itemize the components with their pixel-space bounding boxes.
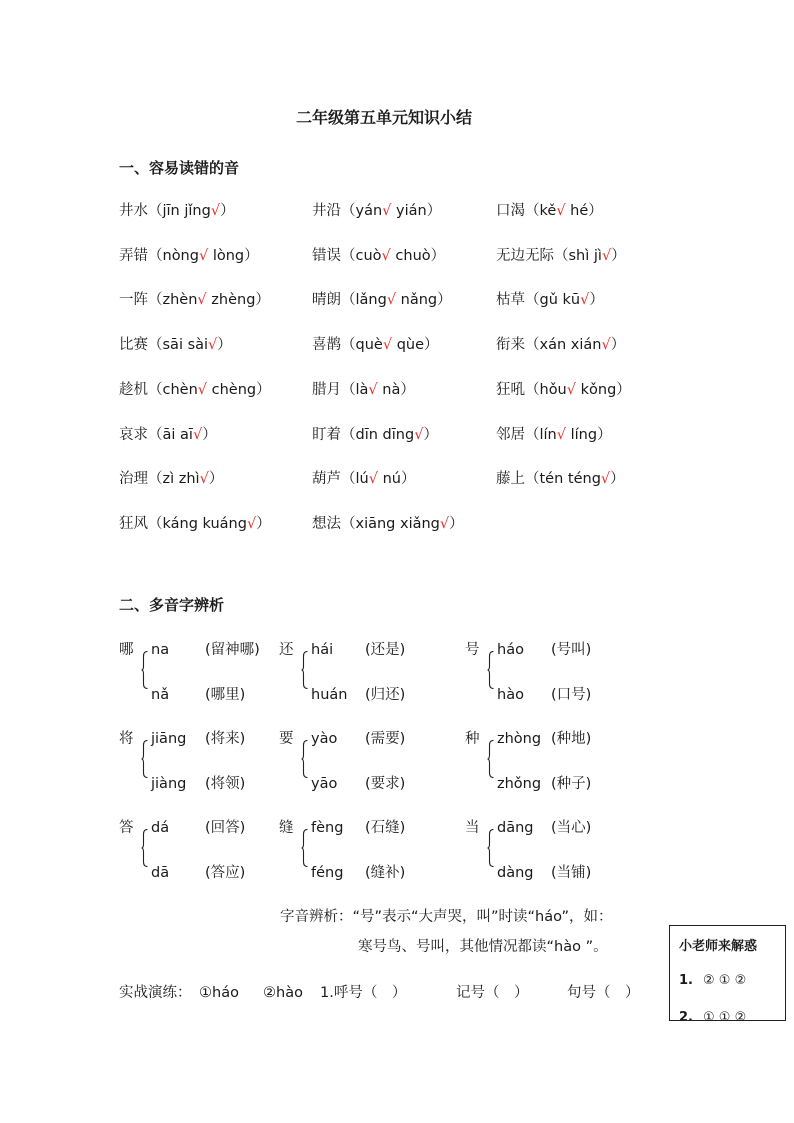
pinyin-option-b: kū xyxy=(562,292,581,309)
vocab-word: 狂风 xyxy=(119,515,148,532)
vocab-entry: 邻居（lín√ líng） xyxy=(496,426,612,443)
polyphonic-char: 当 xyxy=(465,820,480,836)
reading-pinyin-1: háo xyxy=(497,642,524,658)
pinyin-option-b: lòng xyxy=(212,247,245,264)
polyphonic-char: 哪 xyxy=(119,642,134,658)
brace-icon xyxy=(141,829,148,867)
reading-example-1: (号叫) xyxy=(551,642,592,658)
page-title: 二年级第五单元知识小结 xyxy=(296,108,473,127)
answer-line-2 xyxy=(679,1010,746,1021)
vocab-word: 弄错 xyxy=(119,247,148,264)
pinyin-option-a: tén xyxy=(539,471,564,488)
pinyin-option-a: nòng xyxy=(162,247,199,264)
polyphonic-char: 种 xyxy=(465,731,480,747)
practice-item-1: 1.呼号（ ） xyxy=(320,985,407,1001)
vocab-word: 治理 xyxy=(119,471,148,488)
pinyin-option-a: káng xyxy=(162,515,198,532)
practice-option-1: ①háo xyxy=(199,985,239,1001)
vocab-entry: 腊月（là√ nà） xyxy=(312,381,415,398)
vocab-word: 晴朗 xyxy=(312,292,341,309)
vocab-word: 口渴 xyxy=(496,203,525,219)
practice-label: 实战演练： xyxy=(119,985,192,1001)
answer-box xyxy=(669,925,786,1021)
reading-example-2: (归还) xyxy=(365,687,406,703)
reading-example-2: (要求) xyxy=(365,776,406,792)
reading-pinyin-1: dāng xyxy=(497,820,534,836)
pinyin-option-b: nà xyxy=(382,381,401,398)
vocab-entry: 一阵（zhèn√ zhèng） xyxy=(119,292,270,309)
pinyin-option-b: chèng xyxy=(211,381,257,398)
reading-pinyin-2: nǎ xyxy=(151,687,170,703)
reading-pinyin-2: yāo xyxy=(311,776,338,792)
practice-option-2: ②hào xyxy=(263,985,303,1001)
polyphonic-char: 要 xyxy=(279,731,294,747)
reading-pinyin-1: dá xyxy=(151,820,170,836)
pinyin-option-b: jǐng xyxy=(184,203,211,219)
vocab-entry: 葫芦（lú√ nú） xyxy=(312,471,416,488)
pinyin-option-b: chuò xyxy=(395,247,431,264)
brace-icon xyxy=(487,829,494,867)
vocab-word: 无边无际 xyxy=(496,247,554,264)
reading-pinyin-1: fèng xyxy=(311,820,344,836)
pinyin-option-a: sāi xyxy=(162,337,183,354)
pinyin-option-a: lín xyxy=(539,426,557,443)
vocab-entry: 喜鹊（què√ qùe） xyxy=(312,337,439,354)
check-mark: √ xyxy=(439,515,450,532)
vocab-entry: 衔来（xán xián√） xyxy=(496,337,626,354)
check-mark: √ xyxy=(197,381,208,398)
reading-example-2: (答应) xyxy=(205,865,246,881)
check-mark: √ xyxy=(382,203,392,219)
vocab-word: 枯草 xyxy=(496,292,525,309)
check-mark: √ xyxy=(246,515,257,532)
brace-icon xyxy=(301,829,308,867)
vocab-word: 想法 xyxy=(312,515,341,532)
pinyin-option-a: què xyxy=(355,337,383,354)
vocab-word: 喜鹊 xyxy=(312,337,341,354)
vocab-entry: 狂吼（hǒu√ kǒng） xyxy=(496,381,631,398)
pinyin-option-a: zhèn xyxy=(162,292,198,309)
answer-line-1-text: ② ① ② xyxy=(703,973,747,988)
pinyin-option-a: xán xyxy=(539,337,567,354)
vocab-entry: 错误（cuò√ chuò） xyxy=(312,247,446,264)
vocab-entry: 盯着（dīn dīng√） xyxy=(312,426,438,443)
pinyin-option-a: lǎng xyxy=(355,292,387,309)
reading-example-2: (哪里) xyxy=(205,687,246,703)
pinyin-option-b: xián xyxy=(570,337,602,354)
pinyin-option-a: jīn xyxy=(162,203,180,219)
answer-box-title: 小老师来解惑 xyxy=(679,939,758,954)
brace-icon xyxy=(301,651,308,689)
reading-example-1: (种地) xyxy=(551,731,592,747)
reading-pinyin-1: jiāng xyxy=(151,731,187,747)
reading-pinyin-1: zhòng xyxy=(497,731,542,747)
pinyin-option-a: shì xyxy=(568,247,590,264)
pinyin-option-b: nǎng xyxy=(400,292,438,309)
reading-example-2: (将领) xyxy=(205,776,246,792)
check-mark: √ xyxy=(580,292,590,309)
reading-example-1: (回答) xyxy=(205,820,246,836)
brace-icon xyxy=(487,651,494,689)
check-mark: √ xyxy=(210,203,221,219)
reading-example-2: (当铺) xyxy=(551,865,592,881)
pinyin-option-b: aī xyxy=(180,426,193,443)
practice-item-2: 记号（ ） xyxy=(456,985,529,1001)
check-mark: √ xyxy=(199,471,209,488)
pinyin-option-b: nú xyxy=(382,471,401,488)
check-mark: √ xyxy=(601,337,611,354)
vocab-word: 错误 xyxy=(312,247,341,264)
vocab-entry: 井沿（yán√ yián） xyxy=(312,203,442,219)
analysis-line-2: 寒号鸟、号叫，其他情况都读“hào ”。 xyxy=(358,939,608,955)
check-mark: √ xyxy=(556,426,566,443)
reading-example-1: (石缝) xyxy=(365,820,406,836)
reading-pinyin-1: yào xyxy=(311,731,338,747)
vocab-word: 比赛 xyxy=(119,337,148,354)
check-mark: √ xyxy=(368,471,378,488)
pinyin-option-a: yán xyxy=(355,203,383,219)
vocab-entry: 比赛（sāi sài√） xyxy=(119,337,232,354)
vocab-word: 藤上 xyxy=(496,471,525,488)
reading-pinyin-2: zhǒng xyxy=(497,776,542,792)
pinyin-option-b: hé xyxy=(570,203,589,219)
pinyin-option-b: kǒng xyxy=(580,381,617,398)
pinyin-option-b: zhì xyxy=(178,471,200,488)
pinyin-option-a: āi xyxy=(162,426,176,443)
polyphonic-char: 将 xyxy=(119,731,134,747)
vocab-word: 衔来 xyxy=(496,337,525,354)
polyphonic-char: 还 xyxy=(279,642,294,658)
pinyin-option-a: gǔ xyxy=(539,292,558,309)
vocab-word: 井水 xyxy=(119,203,148,219)
vocab-word: 狂吼 xyxy=(496,381,525,398)
practice-item-3: 句号（ ） xyxy=(567,985,640,1001)
pinyin-option-b: líng xyxy=(570,426,598,443)
brace-icon xyxy=(487,740,494,778)
vocab-entry: 井水（jīn jǐng√） xyxy=(119,203,235,219)
pinyin-option-a: xiāng xyxy=(355,515,396,532)
brace-icon xyxy=(141,651,148,689)
vocab-word: 一阵 xyxy=(119,292,148,309)
analysis-line-1: 字音辨析：“号”表示“大声哭，叫”时读“háo”，如： xyxy=(280,909,613,925)
check-mark: √ xyxy=(601,247,612,264)
check-mark: √ xyxy=(600,471,611,488)
reading-example-1: (留神哪) xyxy=(205,642,260,658)
pinyin-option-b: jì xyxy=(593,247,602,264)
pinyin-option-a: lú xyxy=(355,471,369,488)
vocab-entry: 枯草（gǔ kū√） xyxy=(496,292,604,309)
reading-pinyin-2: hào xyxy=(497,687,524,703)
pinyin-option-b: kuáng xyxy=(202,515,247,532)
vocab-word: 哀求 xyxy=(119,426,148,443)
reading-pinyin-2: féng xyxy=(311,865,344,881)
reading-example-2: (缝补) xyxy=(365,865,406,881)
pinyin-option-b: zhèng xyxy=(211,292,256,309)
check-mark: √ xyxy=(198,247,209,264)
vocab-word: 趁机 xyxy=(119,381,148,398)
pinyin-option-b: sài xyxy=(187,337,209,354)
vocab-word: 盯着 xyxy=(312,426,341,443)
pinyin-option-b: qùe xyxy=(396,337,425,354)
reading-example-2: (口号) xyxy=(551,687,592,703)
vocab-word: 腊月 xyxy=(312,381,341,398)
pinyin-option-a: zì xyxy=(162,471,175,488)
check-mark: √ xyxy=(556,203,566,219)
pinyin-option-b: téng xyxy=(567,471,601,488)
answer-line-1 xyxy=(679,973,746,988)
brace-icon xyxy=(141,740,148,778)
reading-example-2: (种子) xyxy=(551,776,592,792)
polyphonic-char: 号 xyxy=(465,642,480,658)
pinyin-option-a: kě xyxy=(539,203,557,219)
vocab-entry: 狂风（káng kuáng√） xyxy=(119,515,271,532)
check-mark: √ xyxy=(386,292,397,309)
vocab-entry: 趁机（chèn√ chèng） xyxy=(119,381,271,398)
vocab-entry: 藤上（tén téng√） xyxy=(496,471,625,488)
pinyin-option-a: dīn xyxy=(355,426,378,443)
section-heading-pronunciation: 一、容易读错的音 xyxy=(119,159,240,177)
pinyin-option-a: cuò xyxy=(355,247,382,264)
brace-icon xyxy=(301,740,308,778)
reading-pinyin-2: jiàng xyxy=(151,776,187,792)
check-mark: √ xyxy=(192,426,203,443)
vocab-word: 邻居 xyxy=(496,426,525,443)
polyphonic-char: 缝 xyxy=(279,820,294,836)
vocab-word: 井沿 xyxy=(312,203,341,219)
check-mark: √ xyxy=(208,337,218,354)
reading-example-1: (还是) xyxy=(365,642,406,658)
reading-example-1: (当心) xyxy=(551,820,592,836)
vocab-entry: 弄错（nòng√ lòng） xyxy=(119,247,259,264)
check-mark: √ xyxy=(566,381,577,398)
pinyin-option-a: là xyxy=(355,381,369,398)
vocab-entry: 想法（xiāng xiǎng√） xyxy=(312,515,464,532)
vocab-entry: 晴朗（lǎng√ nǎng） xyxy=(312,292,452,309)
check-mark: √ xyxy=(382,337,393,354)
check-mark: √ xyxy=(197,292,207,309)
check-mark: √ xyxy=(381,247,391,264)
vocab-entry: 口渴（kě√ hé） xyxy=(496,203,603,219)
polyphonic-char: 答 xyxy=(119,820,134,836)
vocab-entry: 无边无际（shì jì√） xyxy=(496,247,626,264)
reading-pinyin-1: hái xyxy=(311,642,334,658)
pinyin-option-b: xiǎng xyxy=(400,515,440,532)
answer-line-2-text: ① ① ② xyxy=(703,1010,747,1021)
answer-line-2-number: 2. xyxy=(679,1010,693,1021)
section-heading-polyphonic: 二、多音字辨析 xyxy=(119,596,225,614)
check-mark: √ xyxy=(368,381,378,398)
reading-pinyin-1: na xyxy=(151,642,170,658)
reading-pinyin-2: dā xyxy=(151,865,170,881)
answer-line-1-number: 1. xyxy=(679,973,693,988)
pinyin-option-a: chèn xyxy=(162,381,198,398)
check-mark: √ xyxy=(414,426,424,443)
reading-pinyin-2: dàng xyxy=(497,865,534,881)
pinyin-option-a: hǒu xyxy=(539,381,567,398)
vocab-word: 葫芦 xyxy=(312,471,341,488)
vocab-entry: 治理（zì zhì√） xyxy=(119,471,224,488)
reading-pinyin-2: huán xyxy=(311,687,348,703)
reading-example-1: (需要) xyxy=(365,731,406,747)
pinyin-option-b: yián xyxy=(396,203,427,219)
reading-example-1: (将来) xyxy=(205,731,246,747)
pinyin-option-b: dīng xyxy=(382,426,415,443)
vocab-entry: 哀求（āi aī√） xyxy=(119,426,217,443)
